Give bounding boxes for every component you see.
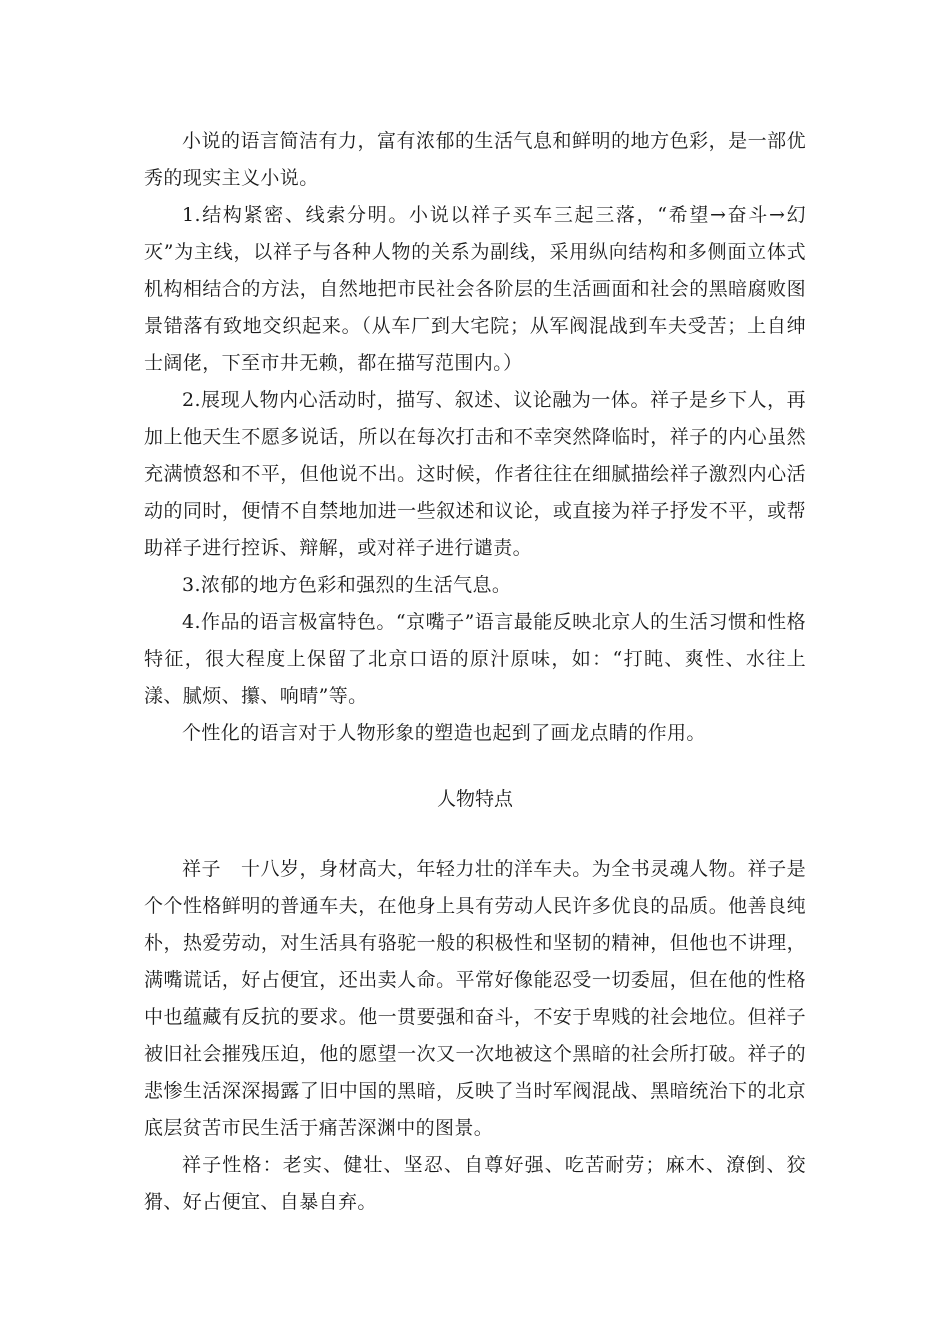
paragraph-personalized-language: 个性化的语言对于人物形象的塑造也起到了画龙点睛的作用。 (182, 722, 706, 744)
character-traits: 祥子性格：老实、健壮、坚忍、自尊好强、吃苦耐劳；麻木、潦倒、狡猾、好占便宜、自暴自弃。 (144, 1154, 806, 1213)
paragraph-intro: 小说的语言简洁有力，富有浓郁的生活气息和鲜明的地方色彩，是一部优秀的现实主义小说。 (144, 130, 806, 189)
section-heading: 人物特点 (436, 788, 513, 810)
character-description: 十八岁，身材高大，年轻力壮的洋车夫。为全书灵魂人物。祥子是个个性格鲜明的普通车夫，在他身上具有劳动人民许多优良的品质。他善良纯朴，热爱劳动，对生活具有骆驼一般的积极性和坚韧的精神，但他也不讲理，满嘴谎话，好占便宜，还出卖人命。平常好像能忍受一切委屈，但在他的性格中也蕴藏有反抗的要求。他一贯要强和奋斗，不安于卑贱的社会地位。但祥子被旧社会摧残压迫，他的愿望一次又一次地被这个黑暗的社会所打破。祥子的悲惨生活深深揭露了旧中国的黑暗，反映了当时军阀混战、黑暗统治下的北京底层贫苦市民生活于痛苦深渊中的图景。 (144, 858, 806, 1139)
paragraph-inner-activity: 2.展现人物内心活动时，描写、叙述、议论融为一体。祥子是乡下人，再加上他天生不愿多说话，所以在每次打击和不幸突然降临时，祥子的内心虽然充满愤怒和不平，但他说不出。这时候，作者往往在细腻描绘祥子激烈内心活动的同时，便情不自禁地加进一些叙述和议论，或直接为祥子抒发不平，或帮助祥子进行控诉、辩解，或对祥子进行谴责。 (144, 389, 806, 559)
paragraph-language: 4.作品的语言极富特色。“京嘴子”语言最能反映北京人的生活习惯和性格特征，很大程度上保留了北京口语的原汁原味，如：“打盹、爽性、水往上漾、腻烦、攥、响晴”等。 (144, 611, 806, 707)
character-section (144, 851, 806, 1221)
paragraph-local-color: 3.浓郁的地方色彩和强烈的生活气息。 (182, 574, 512, 596)
character-paragraph (144, 851, 806, 1147)
paragraph-structure: 1.结构紧密、线索分明。小说以祥子买车三起三落，“希望→奋斗→幻灭”为主线，以祥子与各种人物的关系为副线，采用纵向结构和多侧面立体式机构相结合的方法，自然地把市民社会各阶层的生活画面和社会的黑暗腐败图景错落有致地交织起来。（从车厂到大宅院；从军阀混战到车夫受苦；上自绅士阔佬，下至市井无赖，都在描写范围内。） (144, 204, 806, 374)
character-name: 祥子 (182, 858, 221, 880)
language-features-section (144, 123, 806, 752)
